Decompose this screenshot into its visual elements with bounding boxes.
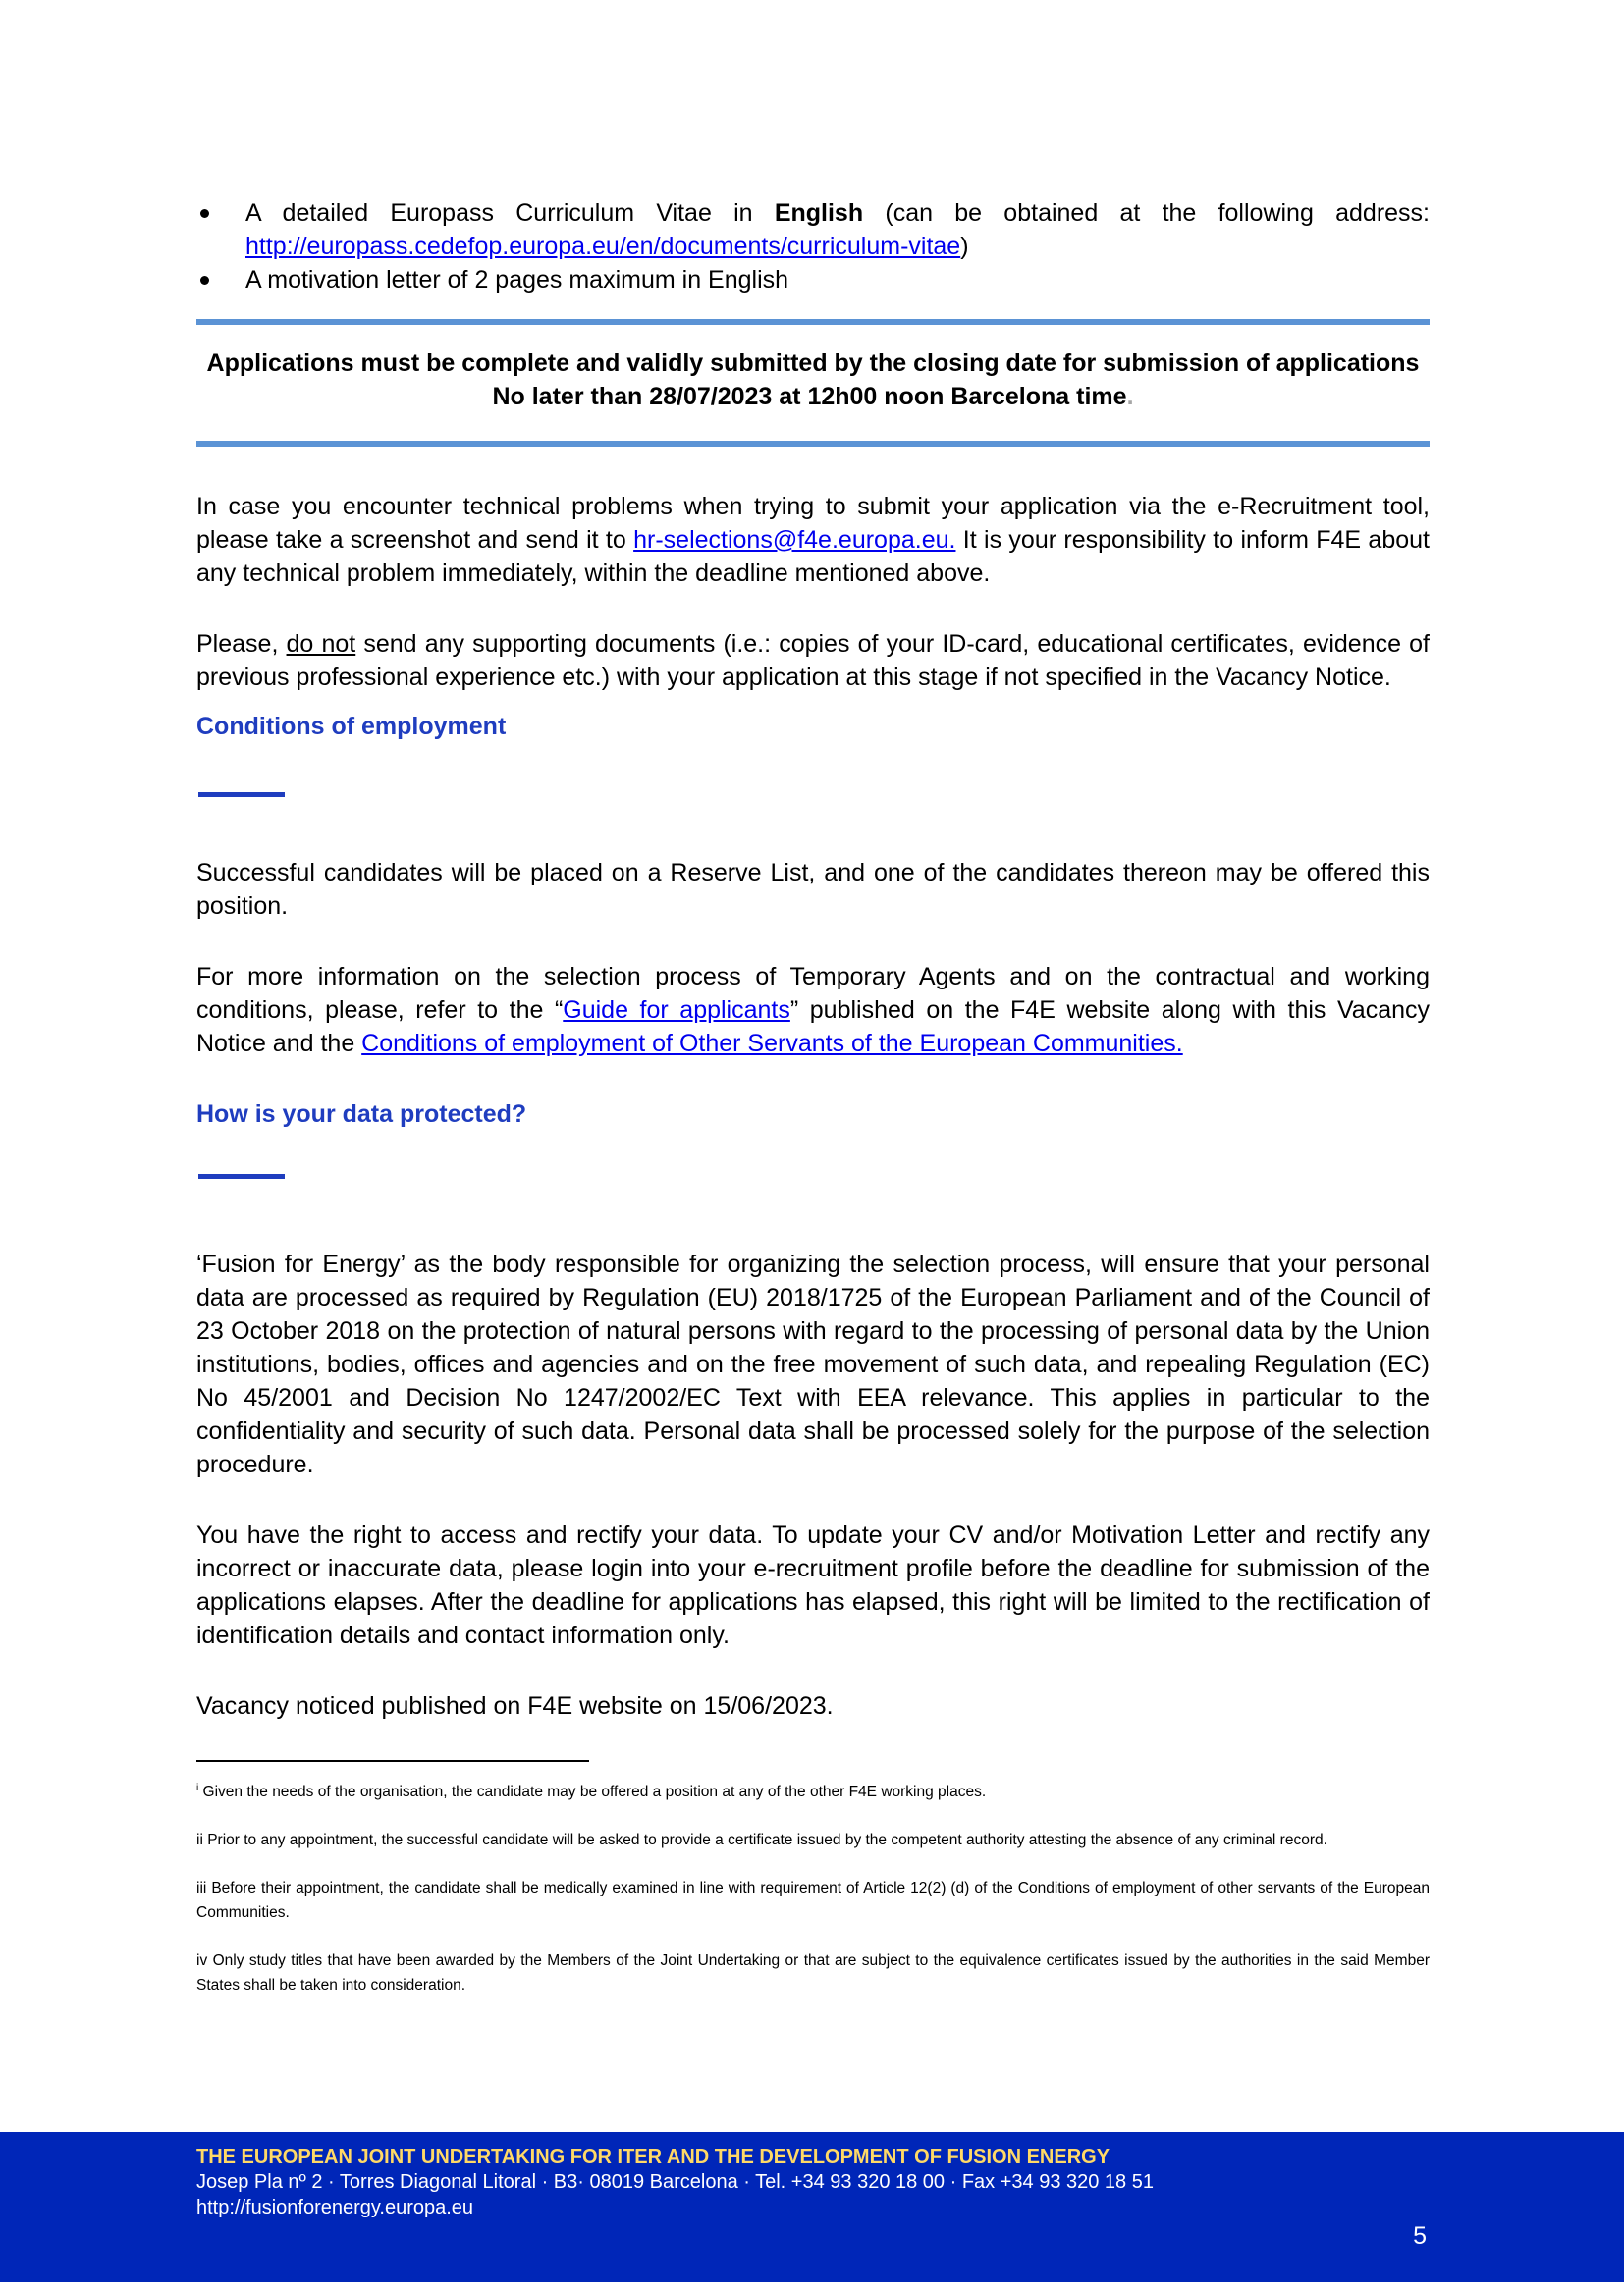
hr-email-link[interactable]: hr-selections@f4e.europa.eu. [633, 526, 956, 554]
document-body [196, 196, 1430, 2021]
conditions-heading: Conditions of employment [196, 713, 507, 740]
cv-text-suffix: ) [960, 233, 969, 260]
technical-text-after: It is your responsibility to inform F4E about any technical problem immediately, within the deadline mentioned above. [196, 526, 1430, 587]
cv-text: A detailed Europass Curriculum Vitae in [245, 199, 775, 227]
footnote-1 [196, 1776, 1430, 1804]
heading-accent-bar [198, 1174, 285, 1179]
deadline-line-1: Applications must be complete and validly submitted by the closing date for submission of applications [206, 349, 1420, 377]
guide-for-applicants-link[interactable]: Guide for applicants [563, 996, 790, 1024]
footnotes [196, 1776, 1430, 1998]
documents-text-after: send any supporting documents (i.e.: copies of your ID-card, educational certificates, evidence of previous professional experience etc.) with your application at this stage if not specified in the Vacancy Notice. [196, 630, 1431, 691]
data-protection-heading: How is your data protected? [196, 1100, 527, 1128]
list-item-cv [196, 196, 1430, 263]
reserve-list-paragraph: Successful candidates will be placed on a Reserve List, and one of the candidates thereon may be offered this position. [196, 859, 1430, 920]
divider-rule [196, 441, 1430, 447]
footnote-2: ii Prior to any appointment, the successful candidate will be asked to provide a certificate issued by the competent authority attesting the absence of any criminal record. [196, 1832, 1327, 1849]
info-text-middle: ” published on the F4E website along with this Vacancy Notice and the [196, 996, 1431, 1057]
deadline-line-2 [196, 380, 1430, 413]
publication-date-paragraph: Vacancy noticed published on F4E website on 15/06/2023. [196, 1692, 834, 1720]
footnote-text: Given the needs of the organisation, the candidate may be offered a position at any of the other F4E working places. [198, 1784, 987, 1801]
supporting-documents-paragraph [196, 627, 1430, 694]
page-footer [0, 2132, 1624, 2282]
divider-rule [196, 319, 1430, 325]
list-item-letter: A motivation letter of 2 pages maximum in English [196, 263, 1430, 296]
cv-text-middle: (can be obtained at the following address: [863, 199, 1430, 227]
info-text: For more information on the selection process of Temporary Agents and on the contractual and working conditions, please, refer to the “ [196, 963, 1430, 1024]
requirements-list [196, 196, 1430, 296]
footer-text [196, 2144, 1154, 2220]
heading-accent-bar [198, 792, 285, 797]
footnote-marker: i [196, 1783, 199, 1793]
deadline-date: No later than 28/07/2023 at 12h00 noon Barcelona time [492, 383, 1127, 410]
more-information-paragraph [196, 960, 1430, 1060]
page-number: 5 [1413, 2222, 1427, 2250]
technical-text: In case you encounter technical problems when trying to submit your application via the e-Recruitment tool, please take a screenshot and send it to [196, 493, 1430, 554]
footnote-3: iii Before their appointment, the candidate shall be medically examined in line with requirement of Article 12(2) (d) of the Conditions of employment of other servants of the European Communities. [196, 1880, 1430, 1922]
rectify-data-paragraph: You have the right to access and rectify your data. To update your CV and/or Motivation Letter and rectify any incorrect or inaccurate data, please login into your e-recruitment profile before the deadline for submission of the applications elapses. After the deadline for applications has elapsed, this right will be limited to the rectification of identification details and contact information only. [196, 1522, 1430, 1649]
technical-problems-paragraph [196, 490, 1430, 590]
deadline-notice [196, 347, 1430, 413]
footnote-4: iv Only study titles that have been awarded by the Members of the Joint Undertaking or that are subject to the equivalence certificates issued by the authorities in the said Member States shall be taken into consideration. [196, 1952, 1430, 1995]
conditions-of-employment-link[interactable]: Conditions of employment of Other Servants of the European Communities. [361, 1030, 1183, 1057]
footnote-separator [196, 1760, 589, 1762]
documents-emphasis: do not [286, 630, 356, 658]
data-protection-paragraph: ‘Fusion for Energy’ as the body responsible for organizing the selection process, will ensure that your personal data are processed as required by Regulation (EU) 2018/1725 of the European Parliament and of the Council of 23 October 2018 on the protection of natural persons with regard to the processing of personal data by the Union institutions, bodies, offices and agencies and on the free movement of such data, and repealing Regulation (EC) No 45/2001 and Decision No 1247/2002/EC Text with EEA relevance. This applies in particular to the confidentiality and security of such data. Personal data shall be processed solely for the purpose of the selection procedure. [196, 1251, 1430, 1478]
footer-website: http://fusionforenergy.europa.eu [196, 2197, 474, 2218]
cv-language: English [774, 199, 864, 227]
europass-link[interactable]: http://europass.cedefop.europa.eu/en/documents/curriculum-vitae [245, 233, 961, 260]
documents-text: Please, [196, 630, 287, 658]
deadline-dot: . [1126, 383, 1134, 410]
footer-address: Josep Pla nº 2 · Torres Diagonal Litoral · B3· 08019 Barcelona · Tel. +34 93 320 18 00 · Fax +34 93 320 18 51 [196, 2171, 1154, 2193]
footer-organisation: THE EUROPEAN JOINT UNDERTAKING FOR ITER AND THE DEVELOPMENT OF FUSION ENERGY [196, 2146, 1110, 2167]
